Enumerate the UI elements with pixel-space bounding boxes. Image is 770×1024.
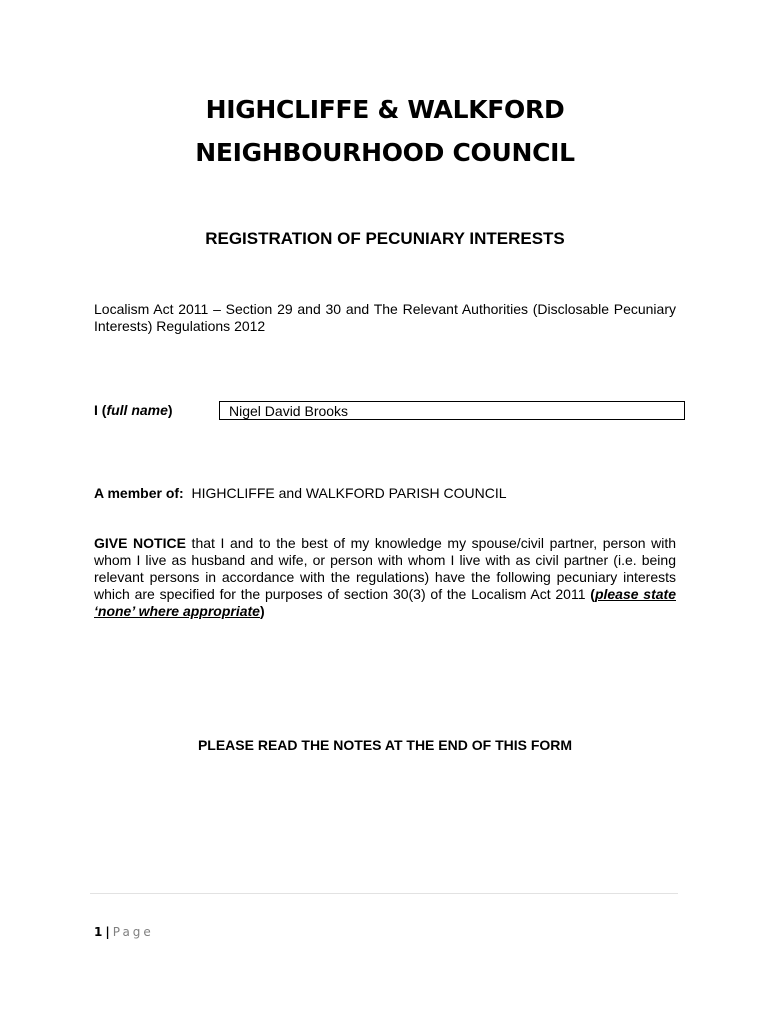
full-name-label-suffix: ) bbox=[167, 402, 173, 418]
give-notice-paragraph bbox=[94, 535, 676, 620]
give-notice-lead: GIVE NOTICE bbox=[94, 535, 186, 551]
give-notice-instruction: please state ‘none’ where appropriate bbox=[94, 586, 676, 619]
member-of-label: A member of: bbox=[94, 485, 184, 501]
full-name-label-italic: full name bbox=[106, 402, 168, 418]
read-notes-heading: PLEASE READ THE NOTES AT THE END OF THIS FORM bbox=[197, 737, 573, 753]
page-footer bbox=[94, 924, 154, 940]
legislation-reference: Localism Act 2011 – Section 29 and 30 and The Relevant Authorities (Disclosable Pecuniary Interests) Regulations 2012 bbox=[94, 301, 676, 334]
page-number: 1 bbox=[94, 925, 103, 939]
page-word: Page bbox=[112, 925, 154, 939]
give-notice-close-paren: ) bbox=[259, 603, 265, 619]
full-name-field[interactable]: Nigel David Brooks bbox=[219, 401, 685, 420]
footer-separator: | bbox=[105, 925, 110, 939]
member-of-line bbox=[94, 485, 507, 502]
footer-divider bbox=[90, 893, 678, 894]
form-subtitle: REGISTRATION OF PECUNIARY INTERESTS bbox=[205, 229, 565, 248]
council-title-line-2: NEIGHBOURHOOD COUNCIL bbox=[195, 138, 575, 167]
member-of-value: HIGHCLIFFE and WALKFORD PARISH COUNCIL bbox=[191, 485, 507, 501]
council-title-line-1: HIGHCLIFFE & WALKFORD bbox=[205, 95, 565, 124]
full-name-label bbox=[94, 402, 173, 419]
full-name-label-prefix: I ( bbox=[94, 402, 107, 418]
give-notice-body: that I and to the best of my knowledge my spouse/civil partner, person with whom I live as husband and wife, or person with whom I live with as civil partner (i.e. being relevant persons in accordance with the regulations) have the following pecuniary interests which are specified for the purposes of section 30(3) of the Localism Act 2011 bbox=[94, 535, 677, 602]
give-notice-open-paren: ( bbox=[590, 586, 595, 602]
